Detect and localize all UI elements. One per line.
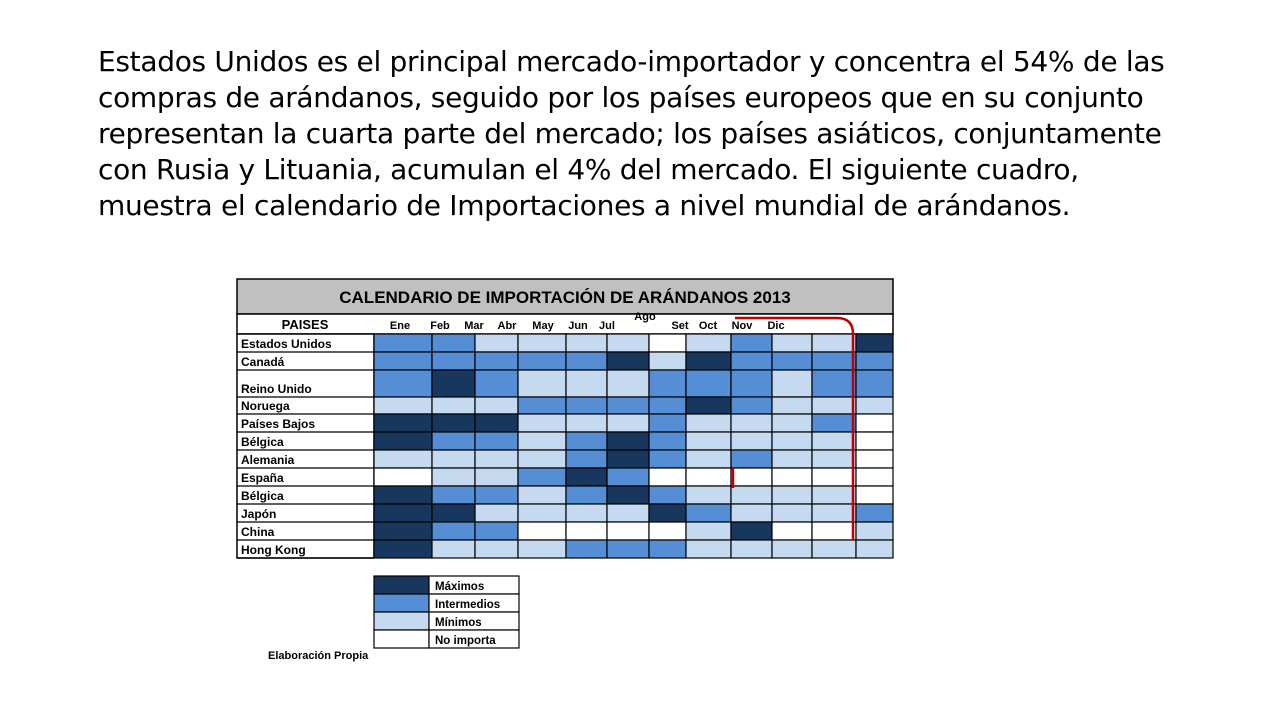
heat-cell bbox=[812, 370, 856, 397]
heat-cell bbox=[856, 370, 893, 397]
month-label-jun: Jun bbox=[568, 320, 588, 332]
legend-label: No importa bbox=[435, 635, 496, 647]
heat-cell bbox=[518, 414, 566, 432]
heat-cell bbox=[649, 370, 686, 397]
heat-cell bbox=[772, 334, 812, 352]
heat-cell bbox=[772, 370, 812, 397]
heat-cell bbox=[856, 540, 893, 558]
heat-cell bbox=[374, 540, 432, 558]
heat-cell bbox=[432, 414, 475, 432]
heat-cell bbox=[607, 352, 649, 370]
heat-cell bbox=[374, 334, 432, 352]
heat-cell bbox=[374, 504, 432, 522]
heat-cell bbox=[731, 504, 772, 522]
heat-cell bbox=[686, 334, 731, 352]
heat-cell bbox=[374, 397, 432, 414]
heat-cell bbox=[686, 370, 731, 397]
heat-cell bbox=[475, 468, 518, 486]
heat-cell bbox=[649, 334, 686, 352]
row-label: Estados Unidos bbox=[241, 337, 332, 351]
heat-cell bbox=[475, 504, 518, 522]
month-label-mar: Mar bbox=[464, 320, 484, 332]
row-label: España bbox=[241, 471, 284, 485]
heat-cell bbox=[772, 540, 812, 558]
heat-cell bbox=[518, 432, 566, 450]
heat-cell bbox=[812, 450, 856, 468]
heat-cell bbox=[649, 450, 686, 468]
row-header-label: PAISES bbox=[281, 317, 329, 332]
heat-cell bbox=[649, 397, 686, 414]
heat-cell bbox=[772, 504, 812, 522]
heat-cell bbox=[686, 504, 731, 522]
heat-cell bbox=[856, 522, 893, 540]
heat-cell bbox=[686, 468, 731, 486]
heat-cell bbox=[649, 540, 686, 558]
heat-cell bbox=[607, 414, 649, 432]
month-label-feb: Feb bbox=[430, 320, 450, 332]
heat-cell bbox=[607, 468, 649, 486]
heat-cell bbox=[772, 486, 812, 504]
heat-cell bbox=[566, 504, 607, 522]
row-label: Noruega bbox=[241, 399, 290, 413]
heat-cell bbox=[475, 370, 518, 397]
heat-cell bbox=[812, 468, 856, 486]
heat-cell bbox=[518, 468, 566, 486]
row-label: Hong Kong bbox=[241, 543, 306, 557]
heat-cell bbox=[812, 522, 856, 540]
heat-cell bbox=[649, 504, 686, 522]
legend-swatch bbox=[374, 630, 429, 648]
heat-cell bbox=[731, 432, 772, 450]
heat-cell bbox=[731, 540, 772, 558]
heat-cell bbox=[432, 397, 475, 414]
heat-cell bbox=[812, 352, 856, 370]
heat-cell bbox=[812, 504, 856, 522]
heat-cell bbox=[432, 540, 475, 558]
heat-cell bbox=[566, 540, 607, 558]
heat-cell bbox=[649, 522, 686, 540]
heat-cell bbox=[475, 540, 518, 558]
heat-cell bbox=[518, 352, 566, 370]
heat-cell bbox=[607, 432, 649, 450]
heat-cell bbox=[518, 540, 566, 558]
heat-cell bbox=[518, 370, 566, 397]
heat-cell bbox=[649, 468, 686, 486]
heat-cell bbox=[607, 370, 649, 397]
heat-cell bbox=[686, 432, 731, 450]
heat-cell bbox=[812, 540, 856, 558]
legend-swatch bbox=[374, 612, 429, 630]
row-label: Japón bbox=[241, 507, 277, 521]
heat-cell bbox=[475, 397, 518, 414]
heat-cell bbox=[731, 486, 772, 504]
heat-cell bbox=[475, 414, 518, 432]
heat-cell bbox=[607, 397, 649, 414]
heat-cell bbox=[607, 522, 649, 540]
heat-cell bbox=[731, 334, 772, 352]
heat-cell bbox=[374, 414, 432, 432]
row-label: Bélgica bbox=[241, 435, 284, 449]
heat-cell bbox=[566, 468, 607, 486]
heat-cell bbox=[772, 397, 812, 414]
heat-cell bbox=[731, 468, 772, 486]
month-label-jul: Jul bbox=[599, 320, 615, 332]
heat-cell bbox=[432, 486, 475, 504]
heat-cell bbox=[856, 468, 893, 486]
heat-cell bbox=[856, 352, 893, 370]
heat-cell bbox=[772, 450, 812, 468]
heat-cell bbox=[475, 352, 518, 370]
heat-cell bbox=[856, 504, 893, 522]
row-label: Reino Unido bbox=[241, 382, 312, 396]
heat-cell bbox=[856, 414, 893, 432]
heat-cell bbox=[649, 352, 686, 370]
heat-cell bbox=[856, 334, 893, 352]
heat-cell bbox=[374, 486, 432, 504]
heat-cell bbox=[566, 414, 607, 432]
heat-cell bbox=[607, 486, 649, 504]
heat-cell bbox=[731, 450, 772, 468]
heat-cell bbox=[731, 370, 772, 397]
heat-cell bbox=[772, 522, 812, 540]
legend-label: Intermedios bbox=[435, 599, 501, 611]
heat-cell bbox=[566, 522, 607, 540]
heat-cell bbox=[812, 397, 856, 414]
heat-cell bbox=[856, 486, 893, 504]
month-label-dic: Dic bbox=[767, 320, 785, 332]
heat-cell bbox=[731, 352, 772, 370]
heat-cell bbox=[432, 432, 475, 450]
heat-cell bbox=[686, 540, 731, 558]
source-note: Elaboración Propia bbox=[268, 650, 369, 662]
heat-cell bbox=[374, 370, 432, 397]
heat-cell bbox=[374, 432, 432, 450]
row-label: China bbox=[241, 525, 275, 539]
heat-cell bbox=[772, 432, 812, 450]
heat-cell bbox=[607, 540, 649, 558]
month-label-oct: Oct bbox=[698, 320, 718, 332]
heat-cell bbox=[686, 450, 731, 468]
heat-cell bbox=[566, 397, 607, 414]
month-label-ago: Ago bbox=[634, 311, 656, 323]
heat-cell bbox=[374, 468, 432, 486]
heat-cell bbox=[432, 522, 475, 540]
heat-cell bbox=[731, 522, 772, 540]
heat-cell bbox=[856, 432, 893, 450]
heat-cell bbox=[566, 432, 607, 450]
heat-cell bbox=[518, 522, 566, 540]
legend-swatch bbox=[374, 576, 429, 594]
heat-cell bbox=[772, 414, 812, 432]
row-label: Países Bajos bbox=[241, 417, 316, 431]
row-label: Canadá bbox=[241, 355, 285, 369]
heat-cell bbox=[649, 414, 686, 432]
heat-cell bbox=[432, 468, 475, 486]
heat-cell bbox=[374, 352, 432, 370]
heat-cell bbox=[566, 370, 607, 397]
heat-cell bbox=[518, 450, 566, 468]
heat-cell bbox=[649, 432, 686, 450]
heat-cell bbox=[649, 486, 686, 504]
heat-cell bbox=[856, 450, 893, 468]
heat-cell bbox=[374, 450, 432, 468]
heat-cell bbox=[607, 504, 649, 522]
intro-paragraph: Estados Unidos es el principal mercado-importador y concentra el 54% de las compras de arándanos, seguido por los países europeos que en su conjunto representan la cuarta parte del mercado; los países asiáticos, conjuntamente con Rusia y Lituania, acumulan el 4% del mercado. El siguiente cuadro, muestra el calendario de Importaciones a nivel mundial de arándanos. bbox=[98, 45, 1165, 222]
heat-cell bbox=[607, 334, 649, 352]
heat-cell bbox=[566, 334, 607, 352]
row-label: Alemania bbox=[241, 453, 295, 467]
heat-cell bbox=[432, 450, 475, 468]
legend-label: Máximos bbox=[435, 581, 485, 593]
heat-cell bbox=[686, 522, 731, 540]
month-label-may: May bbox=[532, 320, 554, 332]
legend-swatch bbox=[374, 594, 429, 612]
month-label-abr: Abr bbox=[497, 320, 517, 332]
heat-cell bbox=[812, 486, 856, 504]
heat-cell bbox=[607, 450, 649, 468]
heat-cell bbox=[432, 334, 475, 352]
row-label: Bélgica bbox=[241, 489, 284, 503]
heat-cell bbox=[686, 352, 731, 370]
heat-cell bbox=[566, 352, 607, 370]
heat-cell bbox=[812, 414, 856, 432]
month-label-ene: Ene bbox=[389, 320, 411, 332]
chart-title: CALENDARIO DE IMPORTACIÓN DE ARÁNDANOS 2013 bbox=[339, 288, 791, 307]
heat-cell bbox=[686, 486, 731, 504]
heat-cell bbox=[686, 414, 731, 432]
heat-cell bbox=[566, 450, 607, 468]
month-label-set: Set bbox=[671, 320, 689, 332]
heat-cell bbox=[731, 397, 772, 414]
heat-cell bbox=[432, 370, 475, 397]
month-label-nov: Nov bbox=[731, 320, 753, 332]
heat-cell bbox=[432, 352, 475, 370]
heat-cell bbox=[812, 432, 856, 450]
heat-cell bbox=[475, 450, 518, 468]
heat-cell bbox=[812, 334, 856, 352]
heat-cell bbox=[518, 397, 566, 414]
heat-cell bbox=[731, 414, 772, 432]
heat-cell bbox=[475, 432, 518, 450]
heat-cell bbox=[518, 334, 566, 352]
heat-cell bbox=[772, 352, 812, 370]
heat-cell bbox=[475, 486, 518, 504]
heat-cell bbox=[374, 522, 432, 540]
heat-cell bbox=[518, 504, 566, 522]
heat-cell bbox=[772, 468, 812, 486]
heat-cell bbox=[856, 397, 893, 414]
heat-cell bbox=[475, 522, 518, 540]
heat-cell bbox=[686, 397, 731, 414]
heat-cell bbox=[432, 504, 475, 522]
legend-label: Mínimos bbox=[435, 617, 482, 629]
heat-cell bbox=[518, 486, 566, 504]
heat-cell bbox=[566, 486, 607, 504]
heat-cell bbox=[475, 334, 518, 352]
